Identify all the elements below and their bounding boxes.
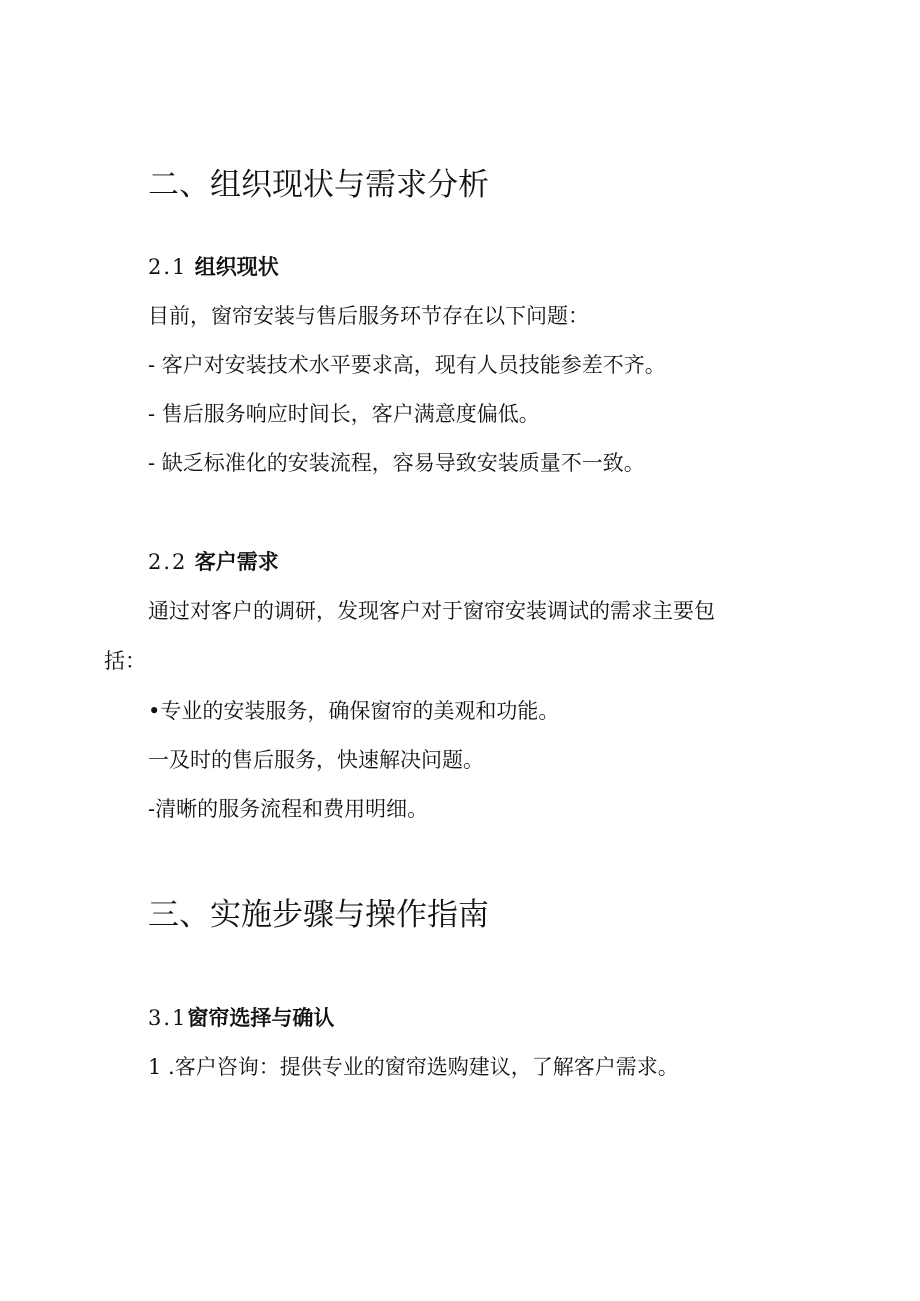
section-3-heading: 三、实施步骤与操作指南 — [148, 897, 489, 933]
subsection-3-1-title: 窗帘选择与确认 — [187, 1006, 335, 1030]
subsection-3-1-heading — [148, 1008, 334, 1029]
subsection-2-2-heading — [148, 552, 279, 573]
subsection-2-2-intro-line2: 括： — [104, 649, 146, 673]
subsection-2-2-number: 2.2 — [148, 550, 188, 574]
list-item: - 客户对安装技术水平要求高，现有人员技能参差不齐。 — [148, 353, 666, 377]
list-item: 一及时的售后服务，快速解决问题。 — [148, 748, 484, 772]
section-2-heading: 二、组织现状与需求分析 — [148, 167, 489, 203]
subsection-2-1-number: 2.1 — [148, 255, 188, 279]
subsection-2-1-intro: 目前，窗帘安装与售后服务环节存在以下问题： — [148, 304, 589, 328]
subsection-2-1-heading — [148, 257, 279, 278]
subsection-2-2-intro-line1: 通过对客户的调研，发现客户对于窗帘安装调试的需求主要包 — [148, 599, 715, 623]
subsection-2-2-title: 客户需求 — [194, 550, 279, 574]
list-item: •专业的安装服务，确保窗帘的美观和功能。 — [148, 699, 560, 723]
list-item: 1 .客户咨询：提供专业的窗帘选购建议，了解客户需求。 — [148, 1055, 679, 1079]
list-item: - 售后服务响应时间长，客户满意度偏低。 — [148, 402, 540, 426]
subsection-3-1-number: 3.1 — [148, 1006, 188, 1030]
subsection-2-1-title: 组织现状 — [194, 255, 279, 279]
list-item: -清晰的服务流程和费用明细。 — [148, 797, 429, 821]
list-item: - 缺乏标准化的安装流程，容易导致安装质量不一致。 — [148, 451, 645, 475]
